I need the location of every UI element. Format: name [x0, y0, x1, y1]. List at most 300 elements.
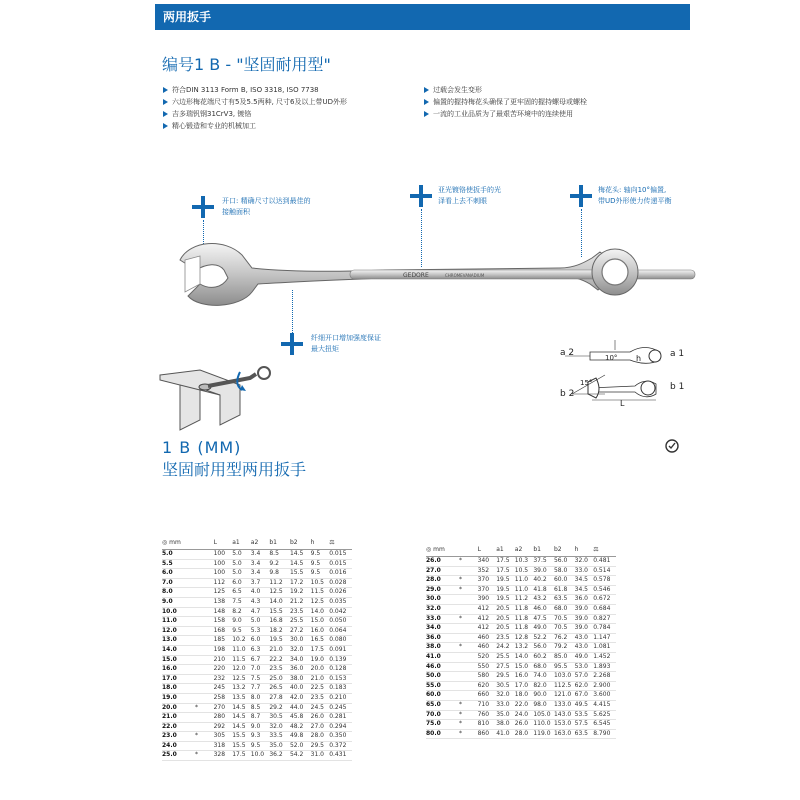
table-cell: 520 [478, 652, 497, 662]
table-cell: 11.2 [515, 595, 534, 605]
table-cell: 0.514 [593, 566, 616, 576]
table-cell: 318 [214, 741, 233, 751]
features-left-list [163, 84, 347, 132]
table-cell: 100 [214, 559, 233, 569]
table-header: h [575, 545, 594, 557]
table-cell: 16.0 [515, 672, 534, 682]
size-cell: 38.0 [426, 643, 459, 653]
size-cell: 23.0 [162, 732, 195, 742]
table-header: b1 [269, 538, 290, 550]
table-cell: 5.0 [232, 569, 251, 579]
weight-header [593, 545, 616, 557]
table-cell: 19.0 [311, 655, 330, 665]
table-cell: * [195, 732, 214, 742]
application-sketch [160, 367, 270, 430]
table-cell: 112.5 [554, 681, 575, 691]
feature-item: 一流的工业品质为了最艰苦环境中的连续使用 [424, 108, 587, 120]
table-cell: 0.026 [329, 588, 352, 598]
size-cell: 17.0 [162, 674, 195, 684]
table-cell: 0.015 [329, 550, 352, 560]
table-cell: 30.5 [269, 713, 290, 723]
table-cell: 220 [214, 665, 233, 675]
table-cell: 63.5 [575, 729, 594, 739]
feature-item: 六边形梅花端尺寸有5及5.5两种, 尺寸6及以上带UD外形 [163, 96, 347, 108]
table-cell: 33.0 [496, 700, 515, 710]
table-cell: 0.294 [329, 722, 352, 732]
table-cell: 21.0 [269, 645, 290, 655]
size-cell: 65.0 [426, 700, 459, 710]
table-cell: 27.0 [311, 722, 330, 732]
table-cell: 0.139 [329, 655, 352, 665]
table-cell: 0.784 [593, 624, 616, 634]
size-cell: 9.0 [162, 597, 195, 607]
table-cell: 153.0 [554, 720, 575, 730]
table-cell: 26.5 [269, 684, 290, 694]
table-cell: * [459, 643, 478, 653]
table-cell: 0.028 [329, 578, 352, 588]
table-cell: 70.5 [554, 614, 575, 624]
table-cell: 32.0 [575, 557, 594, 567]
table-cell: 44.0 [290, 703, 311, 713]
table-cell: 54.2 [290, 751, 311, 761]
table-cell: 24.0 [515, 710, 534, 720]
table-cell: 49.0 [533, 624, 554, 634]
table-cell: 26.0 [515, 720, 534, 730]
table-cell: 0.183 [329, 684, 352, 694]
table-cell: 5.0 [251, 617, 270, 627]
table-cell: 198 [214, 645, 233, 655]
table-cell [195, 674, 214, 684]
table-cell: 760 [478, 710, 497, 720]
table-cell: 10.3 [515, 557, 534, 567]
table-cell: 0.091 [329, 645, 352, 655]
table-cell: 11.2 [269, 578, 290, 588]
table-cell: 6.0 [251, 636, 270, 646]
wrench-illustration [160, 180, 685, 430]
table-cell: 0.350 [329, 732, 352, 742]
table-cell: 16.0 [311, 626, 330, 636]
table-cell: 19.5 [496, 595, 515, 605]
table-cell: 67.0 [575, 691, 594, 701]
table-cell: 3.4 [251, 550, 270, 560]
table-cell: 5.0 [232, 550, 251, 560]
dim-a1-label: a 1 [670, 349, 685, 359]
table-header-row [162, 538, 352, 550]
table-row [426, 700, 616, 710]
table-cell: 9.0 [232, 617, 251, 627]
table-cell: 12.5 [311, 597, 330, 607]
table-cell: 36.0 [575, 595, 594, 605]
table-cell: 23.5 [290, 607, 311, 617]
table-cell: 8.7 [251, 713, 270, 723]
table-cell: * [459, 700, 478, 710]
table-cell: 38.0 [290, 674, 311, 684]
table-cell: 8.0 [251, 693, 270, 703]
table-row [426, 729, 616, 739]
table-cell: 27.2 [290, 626, 311, 636]
table-cell: 15.5 [232, 732, 251, 742]
table-header-row [426, 545, 616, 557]
size-cell: 75.0 [426, 720, 459, 730]
table-cell: 17.5 [496, 557, 515, 567]
table-cell: 5.3 [251, 626, 270, 636]
table-cell: 860 [478, 729, 497, 739]
size-cell: 5.0 [162, 550, 195, 560]
table-cell: 10.5 [311, 578, 330, 588]
table-cell: 580 [478, 672, 497, 682]
table-cell: 68.0 [533, 662, 554, 672]
table-cell: 232 [214, 674, 233, 684]
table-cell: 0.546 [593, 585, 616, 595]
table-cell: 76.2 [554, 633, 575, 643]
table-cell: 340 [478, 557, 497, 567]
table-row [426, 566, 616, 576]
table-cell: * [459, 729, 478, 739]
table-cell: 148 [214, 607, 233, 617]
table-header [162, 538, 195, 550]
table-header: a2 [515, 545, 534, 557]
table-cell: 23.5 [311, 693, 330, 703]
table-cell: 22.0 [515, 700, 534, 710]
table-cell: 90.0 [533, 691, 554, 701]
table-cell: 30.5 [496, 681, 515, 691]
table-cell: 0.015 [329, 559, 352, 569]
table-cell: 32.0 [290, 645, 311, 655]
dim-b1-label: b 1 [670, 382, 685, 392]
table-cell: 22.2 [269, 655, 290, 665]
feature-item: 吉多瑞钒钢31CrV3, 镀铬 [163, 108, 347, 120]
table-cell: 30.0 [290, 636, 311, 646]
table-cell: 27.5 [496, 662, 515, 672]
table-cell: 9.5 [311, 550, 330, 560]
table-cell [459, 566, 478, 576]
table-cell: 412 [478, 614, 497, 624]
table-cell: 328 [214, 751, 233, 761]
table-cell: 43.2 [533, 595, 554, 605]
table-row [426, 643, 616, 653]
table-cell: 35.0 [269, 741, 290, 751]
table-row [162, 617, 352, 627]
table-cell: 57.5 [575, 720, 594, 730]
table-cell: 32.0 [496, 691, 515, 701]
size-cell: 18.0 [162, 684, 195, 694]
size-cell: 50.0 [426, 672, 459, 682]
table-cell: 2.900 [593, 681, 616, 691]
size-table-left [162, 538, 352, 761]
table-cell: 3.7 [251, 578, 270, 588]
table-cell: 4.3 [251, 597, 270, 607]
table-cell: 16.8 [269, 617, 290, 627]
table-row [162, 636, 352, 646]
table-cell: 34.5 [575, 576, 594, 586]
table-cell: * [459, 585, 478, 595]
table-cell: 4.7 [251, 607, 270, 617]
table-row [426, 624, 616, 634]
table-cell [459, 681, 478, 691]
table-header: L [214, 538, 233, 550]
ring-callout-line: 梅花头: 轴向10°偏置, [598, 186, 667, 194]
table-cell: 0.481 [593, 557, 616, 567]
header-title: 两用扳手 [163, 10, 212, 24]
table-cell: 21.0 [311, 674, 330, 684]
table-row [162, 655, 352, 665]
table-cell: 52.0 [290, 741, 311, 751]
wrench-material-marking: CHROMEVANADIUM [445, 273, 485, 278]
size-cell: 7.0 [162, 578, 195, 588]
size-cell: 29.0 [426, 585, 459, 595]
table-cell: 20.5 [496, 604, 515, 614]
table-cell: 29.5 [311, 741, 330, 751]
table-cell: 0.281 [329, 713, 352, 723]
table-row [162, 607, 352, 617]
table-cell: 1.452 [593, 652, 616, 662]
table-row [162, 713, 352, 723]
jaw-callout-line: 接触面积 [222, 208, 250, 216]
table-cell: 412 [478, 604, 497, 614]
table-cell: 460 [478, 633, 497, 643]
table-cell: 100 [214, 550, 233, 560]
table-header: a2 [251, 538, 270, 550]
table-row [162, 578, 352, 588]
table-cell: 21.2 [290, 597, 311, 607]
table-cell: 210 [214, 655, 233, 665]
table-cell: 60.2 [533, 652, 554, 662]
table-cell: 82.0 [533, 681, 554, 691]
size-cell: 21.0 [162, 713, 195, 723]
table-cell: 9.5 [311, 569, 330, 579]
header-label: mm [169, 539, 181, 547]
table-cell: 5.625 [593, 710, 616, 720]
table-row [162, 626, 352, 636]
table-cell: 25.0 [269, 674, 290, 684]
table-cell: 1.893 [593, 662, 616, 672]
table-cell: 1.147 [593, 633, 616, 643]
table-cell: 20.5 [496, 614, 515, 624]
table-cell: 14.5 [290, 559, 311, 569]
table-cell: 14.5 [290, 550, 311, 560]
table-cell: 390 [478, 595, 497, 605]
table-cell [195, 550, 214, 560]
table-cell: 34.5 [575, 585, 594, 595]
table-cell: 27.8 [269, 693, 290, 703]
table-cell: 26.0 [311, 713, 330, 723]
table-cell: 158 [214, 617, 233, 627]
table-cell: * [195, 751, 214, 761]
table-cell: 0.016 [329, 569, 352, 579]
table-cell: 17.5 [232, 751, 251, 761]
table-header [195, 538, 214, 550]
table-cell: 6.7 [251, 655, 270, 665]
table-cell: 292 [214, 722, 233, 732]
table-cell: 8.2 [232, 607, 251, 617]
size-table-right [426, 545, 616, 739]
dim-h-label: h [636, 354, 642, 363]
table-cell [459, 595, 478, 605]
table-cell: 13.2 [515, 643, 534, 653]
table-cell: 53.5 [575, 710, 594, 720]
size-cell: 12.0 [162, 626, 195, 636]
feature-item: 过载会发生变形 [424, 84, 587, 96]
table-cell: 19.5 [496, 585, 515, 595]
table-cell: 550 [478, 662, 497, 672]
table-cell: 14.5 [232, 703, 251, 713]
size-cell: 22.0 [162, 722, 195, 732]
dim-angle15-label: 15° [580, 379, 593, 387]
table-cell: 20.5 [496, 624, 515, 634]
table-cell: 6.5 [232, 588, 251, 598]
table-cell: 9.5 [232, 626, 251, 636]
table-cell: 11.8 [515, 614, 534, 624]
table-cell [459, 624, 478, 634]
table-cell: 45.8 [290, 713, 311, 723]
jaw-callout-line: 开口: 精确尺寸以达到最佳的 [222, 197, 311, 205]
table-cell: 19.5 [269, 636, 290, 646]
table-cell: 68.0 [554, 604, 575, 614]
size-cell: 10.0 [162, 607, 195, 617]
table-header: a1 [496, 545, 515, 557]
table-cell: * [195, 703, 214, 713]
table-cell: 7.5 [251, 674, 270, 684]
table-cell: 14.5 [232, 713, 251, 723]
table-cell [195, 588, 214, 598]
table-row [162, 674, 352, 684]
table-cell: 15.5 [232, 741, 251, 751]
table-row [426, 662, 616, 672]
table-cell: 710 [478, 700, 497, 710]
table-cell: 305 [214, 732, 233, 742]
table-cell: 258 [214, 693, 233, 703]
table-cell: 39.0 [575, 604, 594, 614]
table-cell: 245 [214, 684, 233, 694]
table-cell: 31.0 [311, 751, 330, 761]
table-cell: 41.8 [533, 585, 554, 595]
table-cell: 85.0 [554, 652, 575, 662]
size-cell: 16.0 [162, 665, 195, 675]
table-row [426, 672, 616, 682]
table-row [162, 588, 352, 598]
table-cell: 40.0 [290, 684, 311, 694]
size-cell: 13.0 [162, 636, 195, 646]
table-cell [459, 633, 478, 643]
table-cell: 56.0 [554, 557, 575, 567]
table-cell: 103.0 [554, 672, 575, 682]
strength-callout-line: 最大扭矩 [311, 345, 339, 353]
table-cell: 20.0 [311, 665, 330, 675]
table-cell [459, 691, 478, 701]
table-cell: 3.600 [593, 691, 616, 701]
size-cell: 27.0 [426, 566, 459, 576]
size-cell: 6.0 [162, 569, 195, 579]
table-cell: 8.5 [251, 703, 270, 713]
feature-item: 符合DIN 3113 Form B, ISO 3318, ISO 7738 [163, 84, 347, 96]
table-cell: 110.0 [533, 720, 554, 730]
table-cell: 138 [214, 597, 233, 607]
table-row [426, 710, 616, 720]
section-name: 坚固耐用型两用扳手 [162, 460, 307, 479]
size-cell: 25.0 [162, 751, 195, 761]
table-cell: 79.2 [554, 643, 575, 653]
table-row [162, 703, 352, 713]
table-cell: 47.5 [533, 614, 554, 624]
table-cell: 0.050 [329, 617, 352, 627]
table-cell [459, 604, 478, 614]
table-row [162, 665, 352, 675]
dim-a2-label: a 2 [560, 348, 575, 358]
table-cell: 18.0 [515, 691, 534, 701]
table-cell [195, 578, 214, 588]
table-cell: 36.2 [269, 751, 290, 761]
table-row [162, 559, 352, 569]
size-cell: 30.0 [426, 595, 459, 605]
dim-angle10-label: 10° [605, 354, 618, 362]
size-cell: 19.0 [162, 693, 195, 703]
table-row [426, 681, 616, 691]
table-cell: 0.578 [593, 576, 616, 586]
table-cell: 61.8 [554, 585, 575, 595]
table-cell: 11.5 [232, 655, 251, 665]
table-cell: 7.5 [232, 597, 251, 607]
table-cell: 25.5 [290, 617, 311, 627]
table-cell: 143.0 [554, 710, 575, 720]
table-row [426, 557, 616, 567]
table-cell: 0.080 [329, 636, 352, 646]
table-cell: 0.153 [329, 674, 352, 684]
feature-item: 精心锻造和专业的机械加工 [163, 120, 347, 132]
table-row [162, 751, 352, 761]
table-cell: * [459, 710, 478, 720]
table-cell: 112 [214, 578, 233, 588]
table-cell: 98.0 [533, 700, 554, 710]
table-cell: 9.8 [269, 569, 290, 579]
table-cell: 58.0 [554, 566, 575, 576]
size-cell: 32.0 [426, 604, 459, 614]
size-cell: 80.0 [426, 729, 459, 739]
table-cell: 0.672 [593, 595, 616, 605]
table-cell: 11.0 [515, 576, 534, 586]
table-cell: 12.0 [232, 665, 251, 675]
table-row [162, 645, 352, 655]
finish-callout-line: 亚光镀铬使扳手的光 [438, 186, 501, 194]
size-cell: 41.0 [426, 652, 459, 662]
table-cell: 185 [214, 636, 233, 646]
table-cell: 100 [214, 569, 233, 579]
table-cell [195, 713, 214, 723]
table-cell: 2.268 [593, 672, 616, 682]
table-cell: 0.684 [593, 604, 616, 614]
table-cell [195, 645, 214, 655]
table-cell: 11.0 [232, 645, 251, 655]
table-cell: 15.5 [290, 569, 311, 579]
table-cell: 24.5 [311, 703, 330, 713]
table-cell: 6.0 [232, 578, 251, 588]
table-row [162, 550, 352, 560]
table-cell: 18.2 [269, 626, 290, 636]
table-cell: 15.0 [311, 617, 330, 627]
wrench-image [180, 244, 695, 306]
table-cell: 38.0 [496, 720, 515, 730]
table-cell: 4.0 [251, 588, 270, 598]
table-row [426, 595, 616, 605]
table-cell [459, 652, 478, 662]
ring-callout-line: 带UD外形使力传递平衡 [598, 197, 672, 205]
table-cell: 23.5 [496, 633, 515, 643]
table-cell: 9.5 [311, 559, 330, 569]
table-body-left [162, 550, 352, 761]
table-cell: 11.0 [515, 585, 534, 595]
size-cell: 11.0 [162, 617, 195, 627]
table-cell [195, 569, 214, 579]
size-cell: 55.0 [426, 681, 459, 691]
